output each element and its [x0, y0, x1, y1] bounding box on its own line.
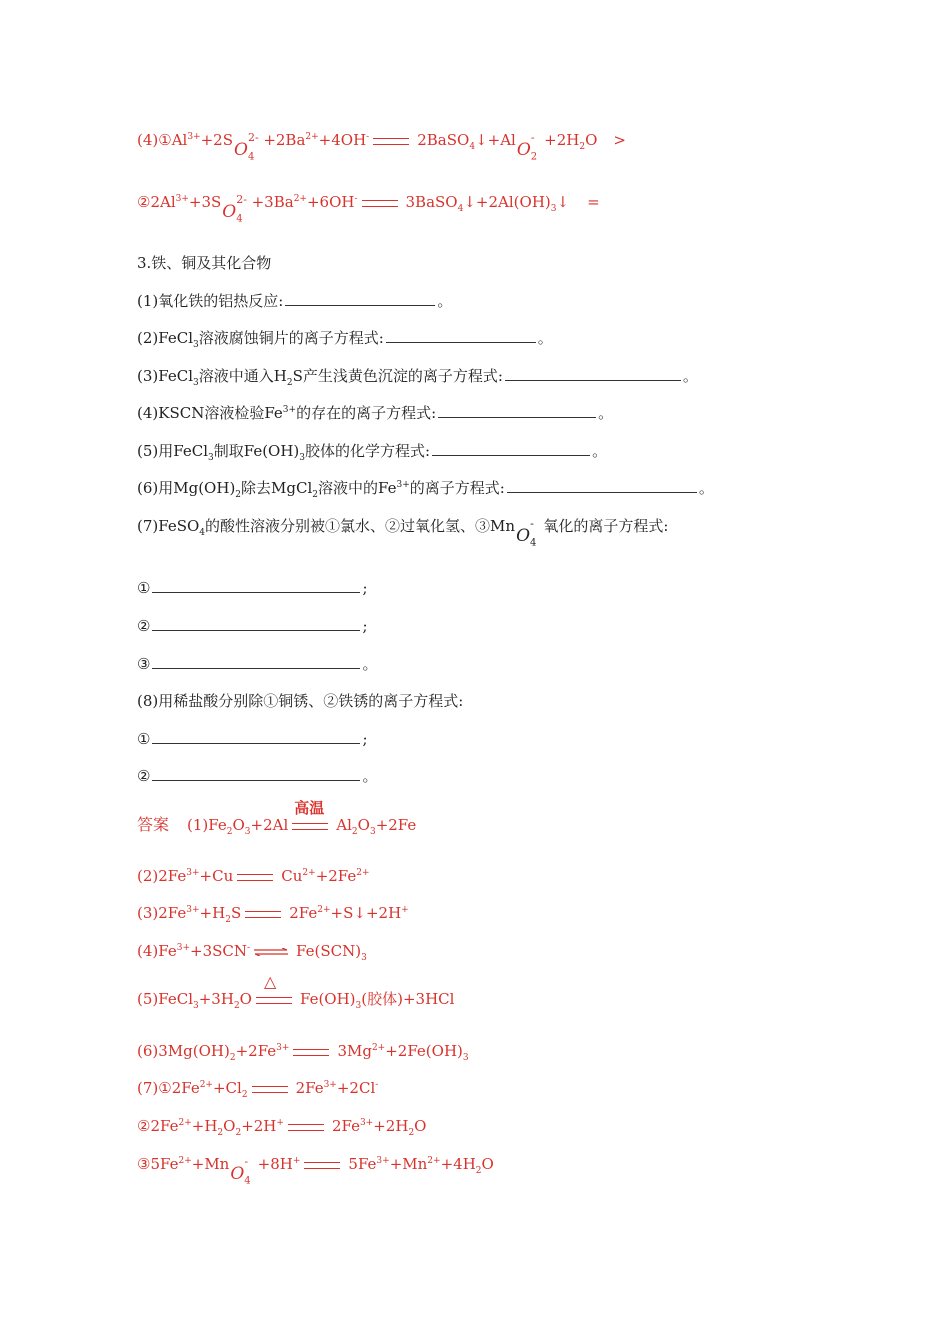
subscript: 2	[225, 915, 231, 925]
equals-sign	[252, 1086, 288, 1093]
question-3	[137, 366, 698, 386]
answer-7-1	[137, 1078, 378, 1098]
charge: 3+	[282, 405, 297, 415]
question-7-item-1	[137, 578, 368, 598]
answer-5	[137, 971, 455, 1011]
text: (5)用FeCl	[137, 442, 208, 460]
text: O	[232, 816, 245, 834]
text: 。	[362, 655, 378, 673]
charge: 3+	[359, 1118, 374, 1128]
label: ①	[137, 730, 151, 748]
subscript: 2	[312, 490, 319, 500]
text: O	[239, 990, 252, 1008]
text: (2)FeCl	[137, 329, 193, 347]
subscript: 3	[550, 204, 557, 214]
text: (6)用Mg(OH)	[137, 479, 236, 497]
subscript: 4	[469, 142, 476, 152]
subscript: 3	[361, 953, 367, 963]
subscript: 3	[193, 378, 199, 388]
charge: 2-	[236, 193, 248, 206]
answer-heading: 答案	[137, 815, 170, 834]
subscript: 2	[408, 1128, 415, 1138]
subscript: 2	[286, 378, 293, 388]
charge: -	[530, 517, 534, 530]
text: 溶液中的Fe	[318, 479, 397, 497]
oxygen: O	[516, 526, 530, 546]
text: Cu	[281, 867, 303, 885]
question-1	[137, 291, 452, 311]
subscript: 3	[208, 453, 214, 463]
text: 3Mg	[337, 1042, 372, 1060]
charge: +	[276, 1118, 284, 1128]
charge: -	[530, 131, 535, 144]
subscript: 2	[235, 1128, 242, 1138]
equals-sign	[304, 1162, 340, 1169]
text: 制取Fe(OH)	[213, 442, 300, 460]
text: ;	[362, 579, 368, 597]
label: ①	[137, 579, 151, 597]
equals-sign	[245, 911, 281, 918]
subscript: 2	[229, 1053, 236, 1063]
answer-3	[137, 903, 409, 923]
equals-sign	[362, 200, 398, 207]
subscript: 2	[241, 1090, 248, 1100]
text: (6)3Mg(OH)	[137, 1042, 230, 1060]
answer-blank[interactable]	[285, 291, 435, 306]
text: +8H	[257, 1155, 293, 1173]
subscript: 3	[193, 340, 199, 350]
subscript: 2	[226, 827, 233, 837]
question-8: (8)用稀盐酸分别除①铜锈、②铁锈的离子方程式:	[137, 692, 464, 710]
text: ;	[362, 617, 368, 635]
text: O	[585, 131, 598, 149]
text: 2Fe	[295, 1079, 324, 1097]
text: +H	[191, 1117, 218, 1135]
text: +3Ba	[251, 193, 294, 211]
text: Al	[336, 816, 352, 834]
text: +2Al(OH)	[475, 193, 551, 211]
charge: 2+	[305, 132, 319, 142]
answer-4	[137, 941, 367, 961]
text: ;	[362, 730, 368, 748]
text: +2H	[373, 1117, 409, 1135]
question-2	[137, 328, 553, 348]
answer-blank[interactable]	[152, 616, 360, 631]
text: Fe(SCN)	[296, 942, 362, 960]
answer-blank[interactable]	[432, 441, 590, 456]
text: (5)FeCl	[137, 990, 193, 1008]
equals-sign	[293, 1049, 329, 1056]
charge: 2+	[427, 1156, 441, 1166]
charge: 3+	[396, 480, 410, 490]
condition-high-temp: 高温	[294, 798, 325, 817]
text: 。	[437, 292, 453, 310]
subscript: 3	[369, 827, 376, 837]
charge: -	[366, 132, 370, 142]
equals-sign	[373, 138, 409, 145]
text: (1)氧化铁的铝热反应:	[137, 292, 284, 310]
charge: 2+	[356, 868, 370, 878]
text: (3)FeCl	[137, 367, 193, 385]
answer-blank[interactable]	[152, 729, 360, 744]
charge: 3+	[276, 1043, 290, 1053]
text: +2H	[544, 131, 580, 149]
text: +3SCN	[190, 942, 247, 960]
subscript: 3	[299, 453, 306, 463]
subscript: 3	[193, 1001, 199, 1011]
charge: +	[292, 1156, 301, 1166]
text: 溶液腐蚀铜片的离子方程式:	[198, 329, 384, 347]
precipitate-arrow: ↓	[475, 131, 488, 149]
subscript: 4	[244, 1175, 251, 1187]
aluminate-ion	[516, 131, 538, 163]
oxygen: O	[222, 202, 237, 222]
answer-blank[interactable]	[386, 328, 536, 343]
question-7-item-2	[137, 616, 368, 636]
subscript: 3	[355, 1001, 362, 1011]
equals-sign	[237, 874, 273, 881]
text: O	[414, 1117, 427, 1135]
charge: 2-	[248, 131, 259, 144]
text: +3H	[198, 990, 234, 1008]
text: ②2Al	[137, 193, 176, 211]
text: 2Fe	[331, 1117, 360, 1135]
text: +2H	[241, 1117, 277, 1135]
text: (2)2Fe	[137, 867, 187, 885]
subscript: 4	[530, 537, 537, 549]
answer-7-2	[137, 1116, 426, 1136]
text: +2Fe	[315, 867, 357, 885]
charge: 2+	[178, 1118, 192, 1128]
text: S	[230, 904, 242, 922]
subscript: 2	[530, 151, 538, 163]
text: +3S	[188, 193, 222, 211]
question-5	[137, 441, 607, 461]
reversible-arrow-icon	[254, 948, 288, 956]
answer-blank[interactable]	[152, 654, 360, 669]
charge: -	[247, 943, 251, 953]
text: +H	[199, 904, 226, 922]
text: (3)2Fe	[137, 904, 187, 922]
text: 3BaSO	[405, 193, 458, 211]
equals-sign	[292, 798, 328, 830]
text: (1)Fe	[187, 816, 227, 834]
text: +4OH	[318, 131, 367, 149]
answer-1	[137, 798, 417, 837]
charge: 3+	[186, 905, 200, 915]
text: +Mn	[191, 1155, 230, 1173]
text: 除去MgCl	[241, 479, 313, 497]
subscript: 3	[244, 827, 251, 837]
charge: 3+	[187, 132, 201, 142]
charge: 3+	[376, 1156, 390, 1166]
text: +2Fe(OH)	[385, 1042, 463, 1060]
section-title: 3.铁、铜及其化合物	[137, 254, 272, 272]
precipitate-arrow: ↓	[353, 904, 366, 922]
answer-blank[interactable]	[507, 478, 697, 493]
charge: 3+	[175, 194, 189, 204]
charge: -	[354, 194, 358, 204]
subscript: 3	[462, 1053, 469, 1063]
label: ②	[137, 617, 151, 635]
oxygen: O	[234, 140, 248, 160]
text: 。	[592, 442, 608, 460]
text: ②2Fe	[137, 1117, 179, 1135]
permanganate-ion	[230, 1155, 251, 1187]
charge: 2+	[178, 1156, 192, 1166]
text: +Cl	[212, 1079, 242, 1097]
text: 5Fe	[348, 1155, 377, 1173]
question-6	[137, 478, 714, 498]
subscript: 2	[233, 1001, 240, 1011]
question-7	[137, 516, 669, 549]
answer-2	[137, 866, 370, 886]
answer-blank[interactable]	[438, 403, 596, 418]
mark: >	[613, 131, 626, 149]
text: +2S	[200, 131, 233, 149]
subscript: 4	[199, 528, 206, 538]
text: +2Al	[250, 816, 289, 834]
text: +Al	[487, 131, 516, 149]
equals-sign	[256, 971, 292, 1004]
text: 。	[682, 367, 698, 385]
oxygen: O	[230, 1164, 245, 1184]
text: 的存在的离子方程式:	[296, 404, 437, 422]
equals-sign	[288, 1124, 324, 1131]
charge: +	[401, 905, 409, 915]
text: +Mn	[389, 1155, 428, 1173]
answer-7-3	[137, 1154, 494, 1187]
text: +2Fe	[375, 816, 417, 834]
sulfate-ion	[222, 193, 248, 225]
text: O	[357, 816, 370, 834]
text: 的离子方程式:	[409, 479, 505, 497]
text: 2BaSO	[417, 131, 470, 149]
precipitate-arrow: ↓	[463, 193, 476, 211]
mark: =	[587, 193, 600, 211]
text: +Cu	[199, 867, 234, 885]
text: Fe(OH)	[299, 990, 356, 1008]
text: (4)Fe	[137, 942, 177, 960]
subscript: 2	[579, 142, 586, 152]
text: (7)FeSO	[137, 517, 200, 535]
charge: 3+	[186, 868, 200, 878]
answer-4-1	[137, 130, 626, 163]
text: +4H	[440, 1155, 476, 1173]
subscript: 2	[235, 490, 242, 500]
text: 。	[598, 404, 614, 422]
charge: -	[244, 1155, 249, 1168]
text: (4)①Al	[137, 131, 188, 149]
text: 氧化的离子方程式:	[543, 517, 669, 535]
text: 的酸性溶液分别被①氯水、②过氧化氢、③Mn	[205, 517, 516, 535]
precipitate-arrow: ↓	[556, 193, 570, 211]
text: 2Fe	[289, 904, 318, 922]
text: +S	[330, 904, 354, 922]
charge: 3+	[323, 1080, 337, 1090]
answer-blank[interactable]	[152, 578, 360, 593]
subscript: 4	[247, 151, 255, 163]
text: (7)①2Fe	[137, 1079, 200, 1097]
charge: 2+	[302, 868, 316, 878]
subscript: 2	[217, 1128, 224, 1138]
text: 。	[362, 767, 378, 785]
charge: 2+	[293, 194, 307, 204]
text: S产生浅黄色沉淀的离子方程式:	[292, 367, 503, 385]
question-7-item-3	[137, 654, 377, 674]
text: +2Ba	[263, 131, 306, 149]
text: +6OH	[306, 193, 355, 211]
text: (4)KSCN溶液检验Fe	[137, 404, 283, 422]
question-8-item-2	[137, 766, 377, 786]
question-4	[137, 403, 613, 423]
text: (胶体)+3HCl	[361, 990, 455, 1008]
text: 。	[537, 329, 553, 347]
answer-blank[interactable]	[152, 766, 360, 781]
charge: -	[375, 1080, 379, 1090]
charge: 3+	[176, 943, 190, 953]
answer-6	[137, 1041, 469, 1061]
text: 胶体的化学方程式:	[305, 442, 431, 460]
text: +2H	[365, 904, 402, 922]
answer-4-2	[137, 192, 600, 225]
text: +2Fe	[235, 1042, 277, 1060]
charge: 2+	[317, 905, 331, 915]
sulfate-ion	[234, 131, 259, 163]
text: 。	[698, 479, 714, 497]
subscript: 4	[457, 204, 464, 214]
charge: 2+	[371, 1043, 386, 1053]
text: ③5Fe	[137, 1155, 179, 1173]
subscript: 4	[236, 213, 243, 225]
text: +2Cl	[336, 1079, 376, 1097]
heat-triangle-icon: △	[263, 971, 277, 991]
charge: 2+	[199, 1080, 213, 1090]
subscript: 2	[351, 827, 358, 837]
label: ②	[137, 767, 151, 785]
answer-blank[interactable]	[505, 366, 681, 381]
text: 溶液中通入H	[198, 367, 287, 385]
label: ③	[137, 655, 151, 673]
text: O	[223, 1117, 236, 1135]
permanganate-ion	[516, 517, 537, 549]
subscript: 2	[475, 1166, 482, 1176]
text: O	[481, 1155, 494, 1173]
question-8-item-1	[137, 729, 368, 749]
oxygen: O	[516, 140, 531, 160]
